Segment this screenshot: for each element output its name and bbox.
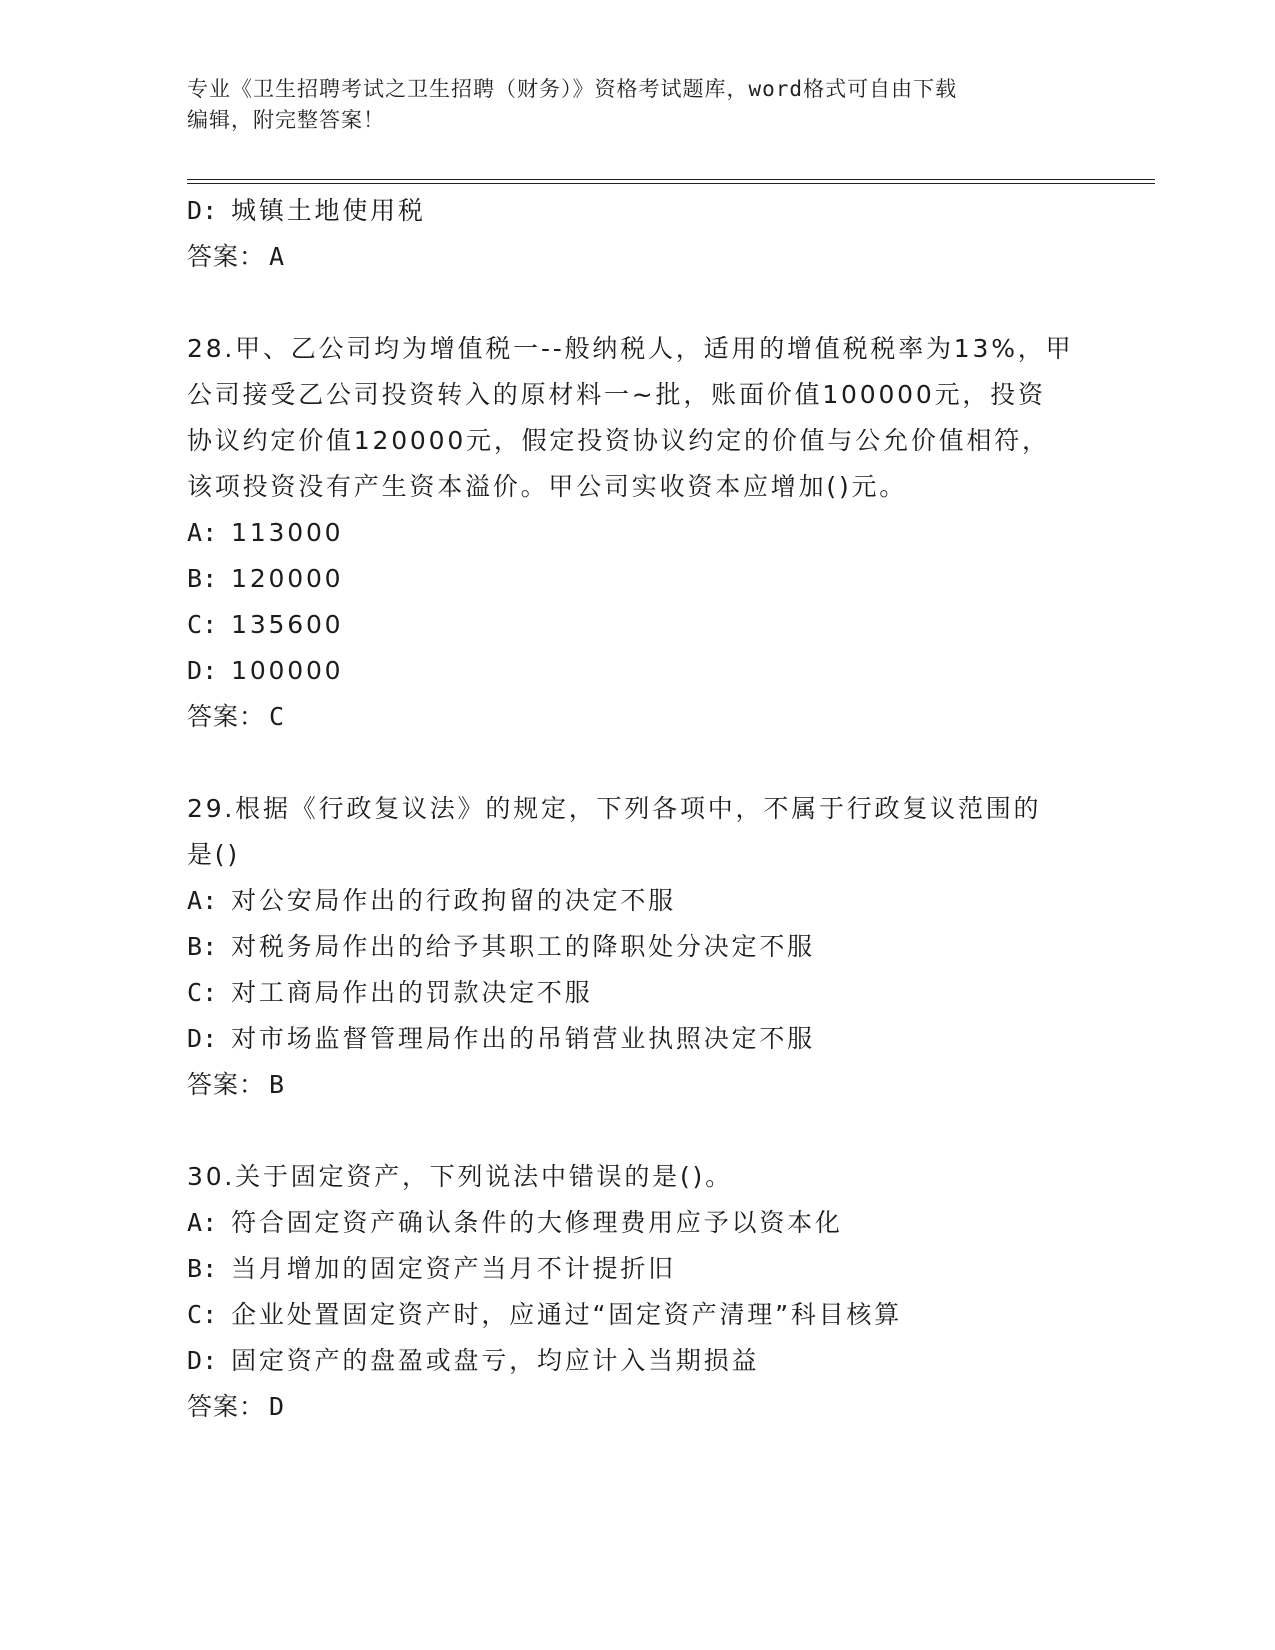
option-letter: D xyxy=(187,1024,203,1053)
option-text: 固定资产的盘盈或盘亏，均应计入当期损益 xyxy=(231,1346,760,1375)
header-line-2: 编辑，附完整答案！ xyxy=(187,108,385,132)
option-text: 100000 xyxy=(231,656,344,685)
question-stem-line: 30.关于固定资产，下列说法中错误的是()。 xyxy=(187,1162,733,1191)
option-d: D: 对市场监督管理局作出的吊销营业执照决定不服 xyxy=(187,1024,815,1053)
option-d: D: 固定资产的盘盈或盘亏，均应计入当期损益 xyxy=(187,1346,760,1375)
document-header xyxy=(187,74,1087,136)
option-text: 对税务局作出的给予其职工的降职处分决定不服 xyxy=(231,932,815,961)
option-b: B: 对税务局作出的给予其职工的降职处分决定不服 xyxy=(187,932,815,961)
question-stem-line: 协议约定价值120000元，假定投资协议约定的价值与公允价值相符， xyxy=(187,426,1050,455)
option-letter: A xyxy=(187,886,203,915)
question-stem-line: 是() xyxy=(187,840,240,869)
option-a: A: 对公安局作出的行政拘留的决定不服 xyxy=(187,886,676,915)
option-letter: D xyxy=(187,196,203,225)
option-letter: A xyxy=(187,1208,203,1237)
option-text: 135600 xyxy=(231,610,344,639)
answer-line xyxy=(187,1384,1087,1430)
header-divider-bottom xyxy=(187,183,1155,184)
answer-value: A xyxy=(269,242,285,271)
option-letter: D xyxy=(187,1346,203,1375)
option-text: 企业处置固定资产时，应通过“固定资产清理”科目核算 xyxy=(231,1300,903,1329)
option-text: 对工商局作出的罚款决定不服 xyxy=(231,978,593,1007)
option-letter: B xyxy=(187,1254,203,1283)
question-stem-line: 该项投资没有产生资本溢价。甲公司实收资本应增加()元。 xyxy=(187,472,908,501)
option-letter: C xyxy=(187,978,203,1007)
answer-label: 答案： xyxy=(187,1070,266,1099)
option-b: B: 120000 xyxy=(187,564,344,593)
option-c: C: 企业处置固定资产时，应通过“固定资产清理”科目核算 xyxy=(187,1300,903,1329)
question-stem-line: 公司接受乙公司投资转入的原材料一~批，账面价值100000元，投资 xyxy=(187,380,1046,409)
option-a: A: 符合固定资产确认条件的大修理费用应予以资本化 xyxy=(187,1208,843,1237)
answer-line xyxy=(187,1062,1087,1108)
option-text: 120000 xyxy=(231,564,344,593)
option-b: B: 当月增加的固定资产当月不计提折旧 xyxy=(187,1254,676,1283)
question-stem-line: 28.甲、乙公司均为增值税一--般纳税人，适用的增值税税率为13%，甲 xyxy=(187,334,1074,363)
answer-line xyxy=(187,694,1087,740)
header-divider-top xyxy=(187,179,1155,180)
answer-line xyxy=(187,234,1087,280)
option-text: 符合固定资产确认条件的大修理费用应予以资本化 xyxy=(231,1208,843,1237)
answer-label: 答案： xyxy=(187,242,266,271)
answer-value: D xyxy=(269,1392,285,1421)
answer-value: B xyxy=(269,1070,285,1099)
question-28 xyxy=(187,326,1087,740)
option-letter: D xyxy=(187,656,203,685)
option-a: A: 113000 xyxy=(187,518,344,547)
option-letter: A xyxy=(187,518,203,547)
answer-value: C xyxy=(269,702,285,731)
option-c: C: 135600 xyxy=(187,610,344,639)
question-29 xyxy=(187,786,1087,1108)
option-text: 113000 xyxy=(231,518,344,547)
option-d: D: 100000 xyxy=(187,656,344,685)
option-text: 对市场监督管理局作出的吊销营业执照决定不服 xyxy=(231,1024,815,1053)
answer-label: 答案： xyxy=(187,702,266,731)
question-list xyxy=(187,188,1087,1430)
question-stem-line: 29.根据《行政复议法》的规定，下列各项中，不属于行政复议范围的 xyxy=(187,794,1042,823)
option-d: D: 城镇土地使用税 xyxy=(187,196,426,225)
option-letter: B xyxy=(187,932,203,961)
question-30 xyxy=(187,1154,1087,1430)
option-text: 对公安局作出的行政拘留的决定不服 xyxy=(231,886,676,915)
option-letter: C xyxy=(187,610,203,639)
option-text: 当月增加的固定资产当月不计提折旧 xyxy=(231,1254,676,1283)
answer-label: 答案： xyxy=(187,1392,266,1421)
option-c: C: 对工商局作出的罚款决定不服 xyxy=(187,978,593,1007)
option-text: 城镇土地使用税 xyxy=(231,196,426,225)
option-letter: C xyxy=(187,1300,203,1329)
header-line-1: 专业《卫生招聘考试之卫生招聘（财务）》资格考试题库，word格式可自由下载 xyxy=(187,77,958,101)
option-letter: B xyxy=(187,564,203,593)
